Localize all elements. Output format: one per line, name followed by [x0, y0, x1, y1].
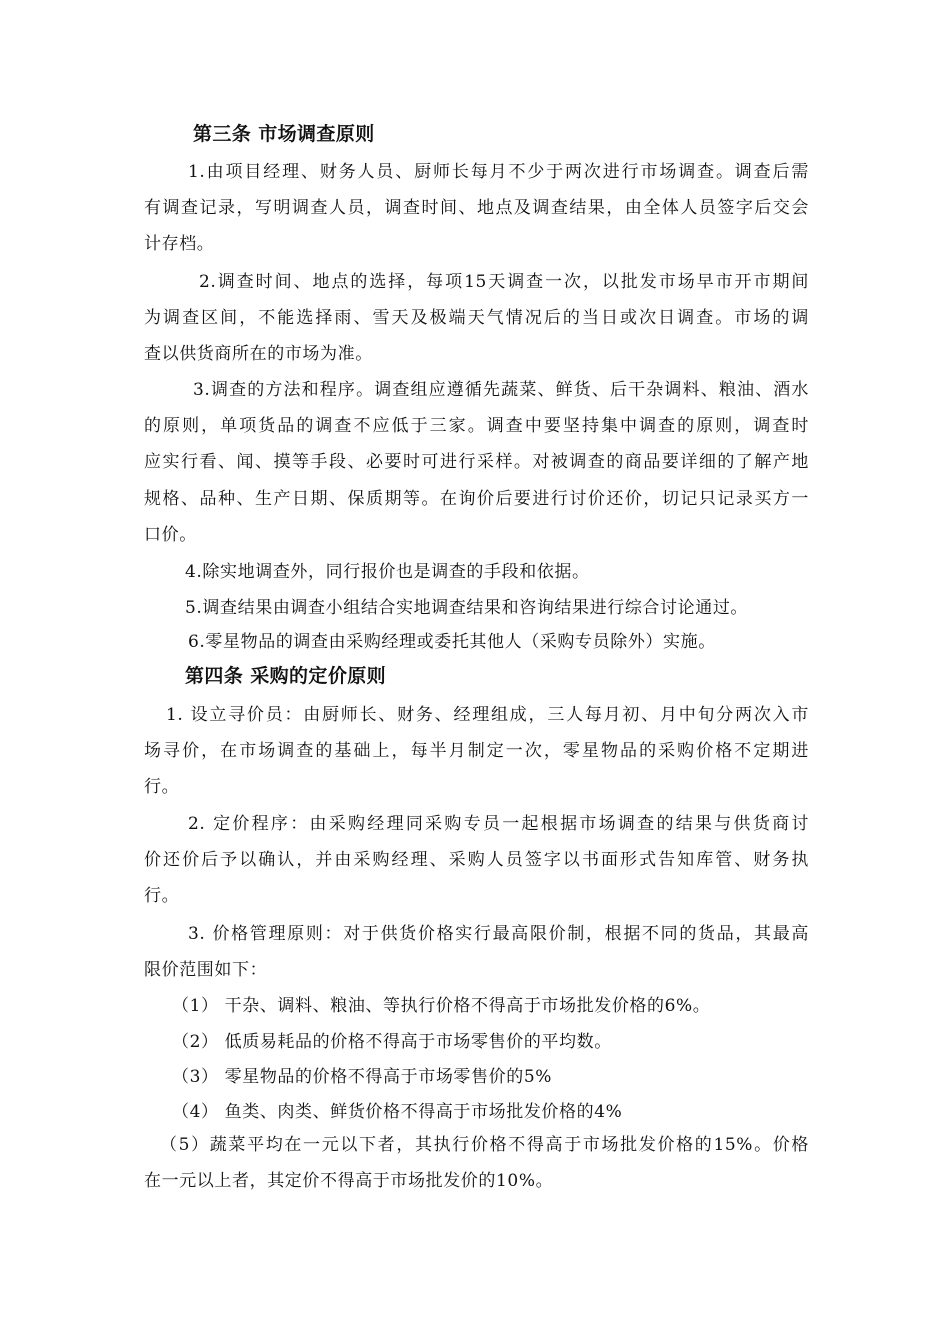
section-3-heading: 第三条 市场调查原则 — [193, 123, 375, 145]
paragraph-line: 计存档。 — [144, 234, 215, 254]
paragraph-line: 限价范围如下： — [144, 960, 268, 980]
price-limit-item-1: （1） 干杂、调料、粮油、等执行价格不得高于市场批发价格的6%。 — [172, 996, 711, 1016]
paragraph-line: 3. 价格管理原则：对于供货价格实行最高限价制，根据不同的货品，其最高 — [188, 924, 809, 944]
paragraph-line: 口价。 — [144, 525, 197, 545]
price-limit-item-3: （3） 零星物品的价格不得高于市场零售价的5% — [172, 1067, 552, 1087]
section-4-heading: 第四条 采购的定价原则 — [185, 665, 387, 687]
paragraph-line: 在一元以上者，其定价不得高于市场批发价的10%。 — [144, 1171, 554, 1191]
paragraph-line: 价还价后予以确认，并由采购经理、采购人员签字以书面形式告知库管、财务执 — [144, 850, 809, 870]
section-3-item-5: 5.调查结果由调查小组结合实地调查结果和咨询结果进行综合讨论通过。 — [185, 598, 749, 618]
paragraph-line: 应实行看、闻、摸等手段、必要时可进行采样。对被调查的商品要详细的了解产地 — [144, 452, 809, 472]
paragraph-line: 为调查区间，不能选择雨、雪天及极端天气情况后的当日或次日调查。市场的调 — [144, 308, 809, 328]
paragraph-line: 有调查记录，写明调查人员，调查时间、地点及调查结果，由全体人员签字后交会 — [144, 198, 809, 218]
paragraph-line: 2. 定价程序：由采购经理同采购专员一起根据市场调查的结果与供货商讨 — [188, 814, 809, 834]
section-3-item-4: 4.除实地调查外，同行报价也是调查的手段和依据。 — [185, 562, 590, 582]
paragraph-line: 2.调查时间、地点的选择，每项15天调查一次，以批发市场早市开市期间 — [199, 272, 809, 292]
price-limit-item-2: （2） 低质易耗品的价格不得高于市场零售价的平均数。 — [172, 1032, 612, 1052]
paragraph-line: 1. 设立寻价员：由厨师长、财务、经理组成，三人每月初、月中旬分两次入市 — [166, 705, 809, 725]
price-limit-item-4: （4） 鱼类、肉类、鲜货价格不得高于市场批发价格的4% — [172, 1102, 623, 1122]
paragraph-line: 规格、品种、生产日期、保质期等。在询价后要进行讨价还价，切记只记录买方一 — [144, 489, 809, 509]
paragraph-line: 行。 — [144, 777, 180, 797]
section-3-item-6: 6.零星物品的调查由采购经理或委托其他人（采购专员除外）实施。 — [188, 632, 716, 652]
paragraph-line: 1.由项目经理、财务人员、厨师长每月不少于两次进行市场调查。调查后需 — [188, 162, 809, 182]
paragraph-line: 的原则，单项货品的调查不应低于三家。调查中要坚持集中调查的原则，调查时 — [144, 416, 809, 436]
paragraph-line: 查以供货商所在的市场为准。 — [144, 344, 373, 364]
paragraph-line: 场寻价，在市场调查的基础上，每半月制定一次，零星物品的采购价格不定期进 — [144, 741, 809, 761]
paragraph-line: 行。 — [144, 886, 180, 906]
paragraph-line: 3.调查的方法和程序。调查组应遵循先蔬菜、鲜货、后干杂调料、粮油、酒水 — [193, 380, 809, 400]
paragraph-line: （5）蔬菜平均在一元以下者，其执行价格不得高于市场批发价格的15%。价格 — [160, 1135, 809, 1155]
